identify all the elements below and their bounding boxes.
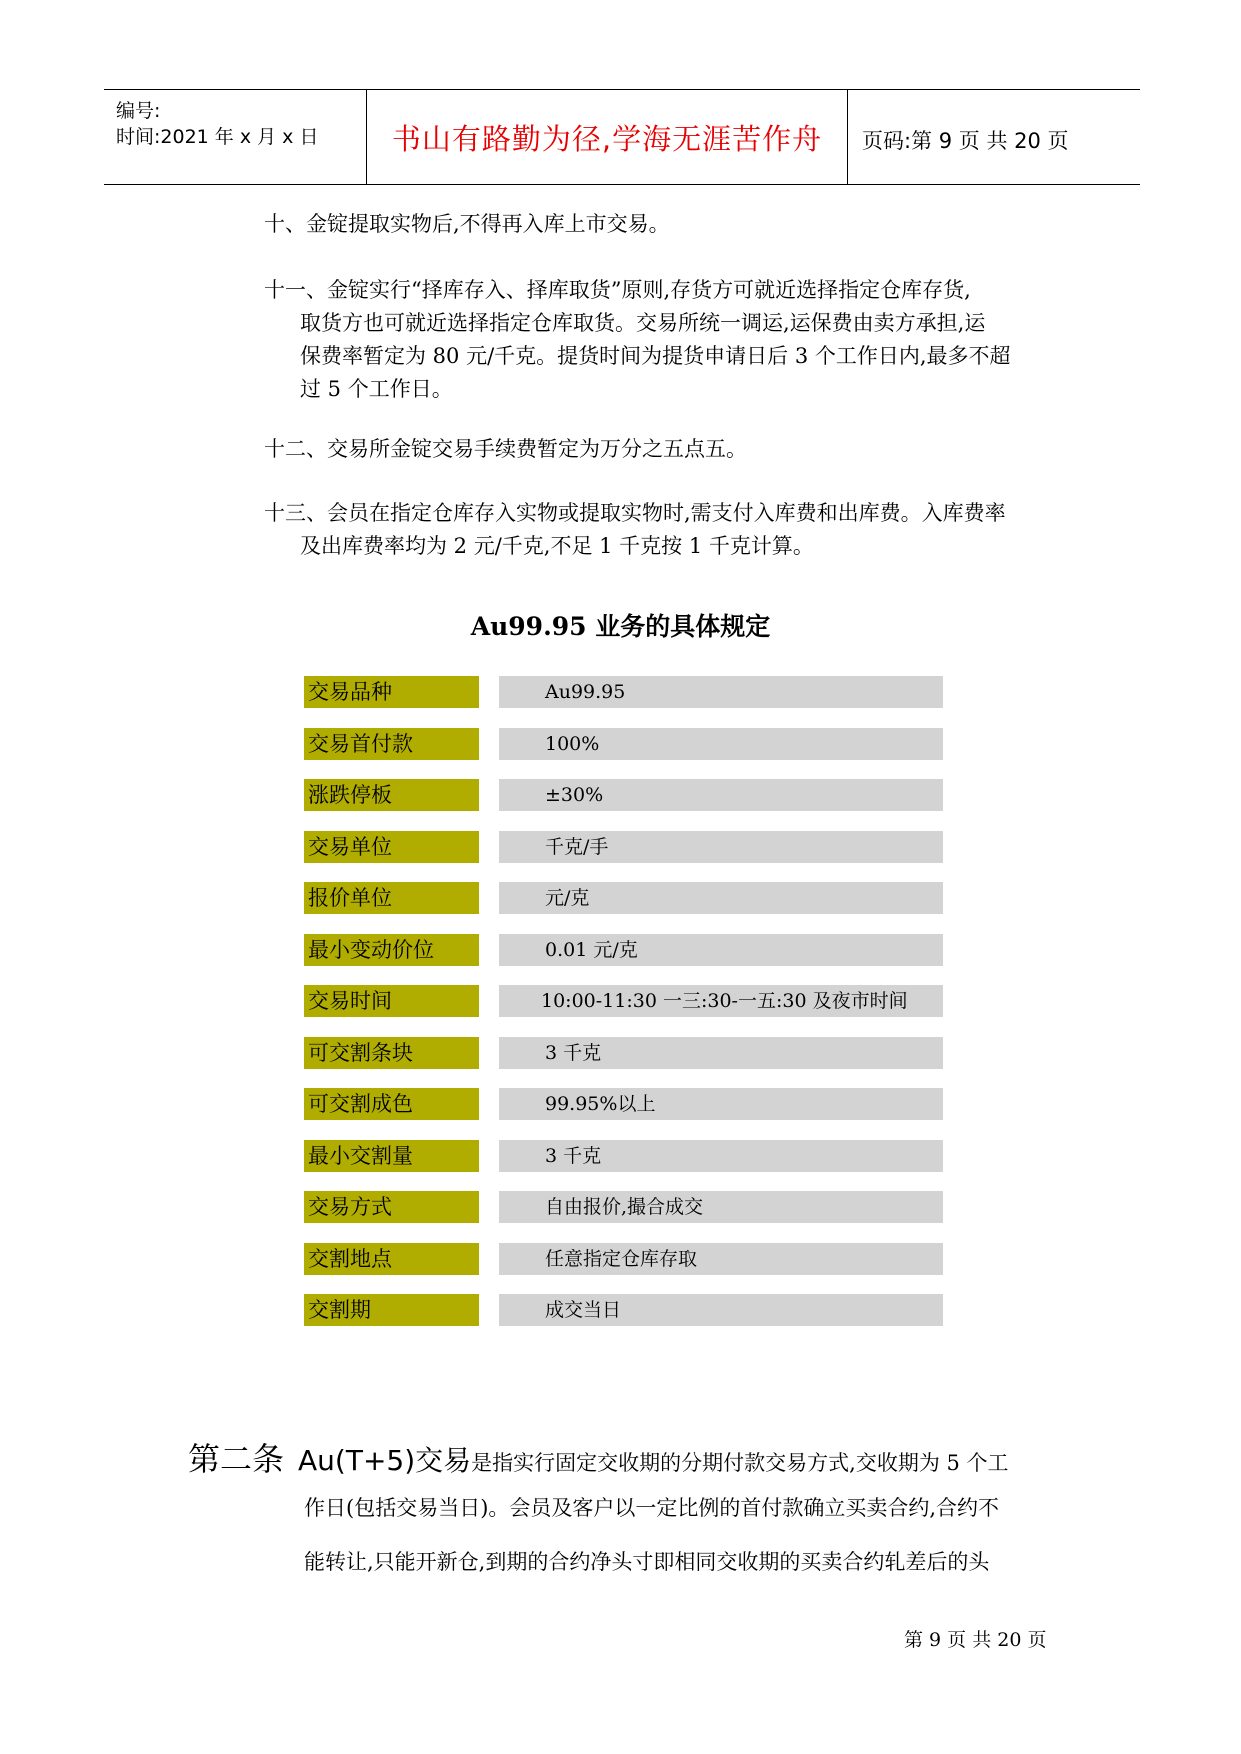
table-row bbox=[304, 882, 944, 914]
row-value: 100% bbox=[499, 728, 943, 760]
row-key: 可交割条块 bbox=[304, 1037, 479, 1069]
article-subheading: Au(T+5)交易 bbox=[298, 1444, 472, 1477]
table-row bbox=[304, 1191, 944, 1223]
table-row bbox=[304, 1140, 944, 1172]
clause-11-line-3: 保费率暂定为 80 元/千克。提货时间为提货申请日后 3 个工作日内,最多不超 bbox=[300, 344, 1011, 368]
article-line-3: 能转让,只能开新仓,到期的合约净头寸即相同交收期的买卖合约轧差后的头 bbox=[304, 1550, 990, 1574]
article-text-1: 是指实行固定交收期的分期付款交易方式,交收期为 5 个工 bbox=[471, 1451, 1009, 1475]
table-row bbox=[304, 934, 944, 966]
clause-13-line-2: 及出库费率均为 2 元/千克,不足 1 千克按 1 千克计算。 bbox=[300, 534, 814, 558]
row-key: 最小变动价位 bbox=[304, 934, 479, 966]
row-value: Au99.95 bbox=[499, 676, 943, 708]
row-value: 10:00-11:30 一三:30-一五:30 及夜市时间 bbox=[499, 985, 943, 1017]
row-key: 最小交割量 bbox=[304, 1140, 479, 1172]
article-line-1 bbox=[188, 1434, 1009, 1480]
row-key: 交易时间 bbox=[304, 985, 479, 1017]
clause-11-line-4: 过 5 个工作日。 bbox=[300, 377, 453, 401]
table-row bbox=[304, 1294, 944, 1326]
row-key: 交易方式 bbox=[304, 1191, 479, 1223]
clause-12 bbox=[264, 433, 1064, 466]
row-value: 3 千克 bbox=[499, 1037, 943, 1069]
row-value: 3 千克 bbox=[499, 1140, 943, 1172]
header-motto: 书山有路勤为径,学海无涯苦作舟 bbox=[391, 122, 823, 156]
clause-11-line-2: 取货方也可就近选择指定仓库取货。交易所统一调运,运保费由卖方承担,运 bbox=[300, 311, 986, 335]
clause-13-line-1: 十三、会员在指定仓库存入实物或提取实物时,需支付入库费和出库费。入库费率 bbox=[264, 501, 1006, 525]
row-value: 千克/手 bbox=[499, 831, 943, 863]
table-row bbox=[304, 779, 944, 811]
row-value: 自由报价,撮合成交 bbox=[499, 1191, 943, 1223]
row-key: 交易首付款 bbox=[304, 728, 479, 760]
header-motto-cell bbox=[367, 90, 848, 184]
header-meta-cell bbox=[104, 90, 367, 184]
row-key: 报价单位 bbox=[304, 882, 479, 914]
row-value: 99.95%以上 bbox=[499, 1088, 943, 1120]
row-key: 交易单位 bbox=[304, 831, 479, 863]
table-row bbox=[304, 728, 944, 760]
row-key: 涨跌停板 bbox=[304, 779, 479, 811]
clause-10 bbox=[264, 208, 1064, 241]
header-page-cell bbox=[848, 90, 1140, 184]
page-header bbox=[104, 89, 1140, 185]
row-key: 交割期 bbox=[304, 1294, 479, 1326]
row-key: 可交割成色 bbox=[304, 1088, 479, 1120]
row-value: 任意指定仓库存取 bbox=[499, 1243, 943, 1275]
row-key: 交易品种 bbox=[304, 676, 479, 708]
table-row bbox=[304, 1037, 944, 1069]
clause-11-line-1: 十一、金锭实行“择库存入、择库取货”原则,存货方可就近选择指定仓库存货, bbox=[264, 278, 971, 302]
document-time-label: 时间:2021 年 x 月 x 日 bbox=[116, 126, 319, 148]
article-line-2: 作日(包括交易当日)。会员及客户以一定比例的首付款确立买卖合约,合约不 bbox=[304, 1496, 1000, 1520]
table-row bbox=[304, 831, 944, 863]
table-title: Au99.95 业务的具体规定 bbox=[470, 612, 771, 641]
page-footer-number: 第 9 页 共 20 页 bbox=[904, 1629, 1047, 1651]
table-row bbox=[304, 985, 944, 1017]
table-row bbox=[304, 676, 944, 708]
article-heading: 第二条 bbox=[188, 1440, 285, 1478]
row-key: 交割地点 bbox=[304, 1243, 479, 1275]
document-number-label: 编号: bbox=[116, 100, 161, 122]
row-value: 0.01 元/克 bbox=[499, 934, 943, 966]
clause-13 bbox=[264, 497, 1064, 563]
row-value: 成交当日 bbox=[499, 1294, 943, 1326]
clause-11 bbox=[264, 274, 1064, 406]
clause-12-text: 十二、交易所金锭交易手续费暂定为万分之五点五。 bbox=[264, 437, 747, 461]
header-page-number: 页码:第 9 页 共 20 页 bbox=[862, 129, 1069, 153]
table-row bbox=[304, 1088, 944, 1120]
row-value: ±30% bbox=[499, 779, 943, 811]
clause-10-text: 十、金锭提取实物后,不得再入库上市交易。 bbox=[264, 212, 670, 236]
table-row bbox=[304, 1243, 944, 1275]
row-value: 元/克 bbox=[499, 882, 943, 914]
